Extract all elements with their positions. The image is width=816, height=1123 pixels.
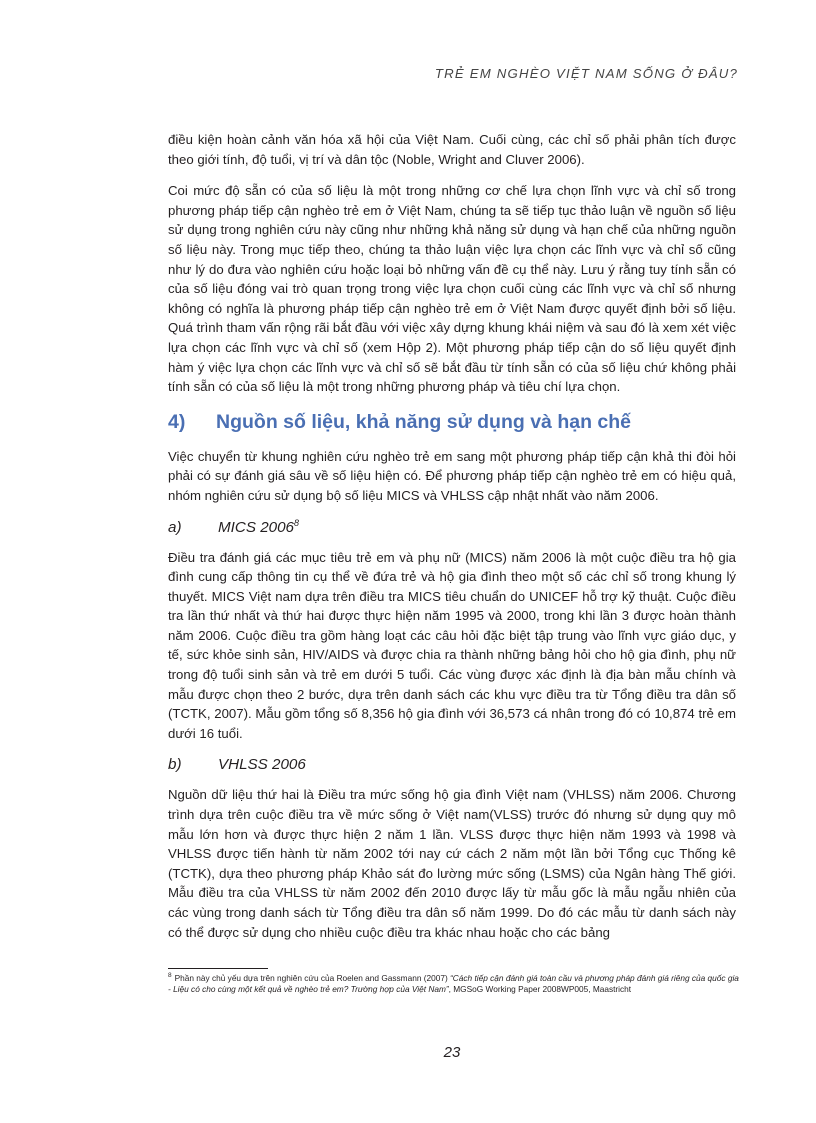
subsection-b-heading (168, 755, 736, 775)
subsection-a-heading (168, 518, 736, 538)
body-paragraph-1: điều kiện hoàn cảnh văn hóa xã hội của Việt Nam. Cuối cùng, các chỉ số phải phân tích được theo giới tính, độ tuổi, vị trí và dân tộc (Noble, Wright and Cluver 2006). (168, 132, 736, 167)
body-paragraph-4: Điều tra đánh giá các mục tiêu trẻ em và phụ nữ (MICS) năm 2006 là một cuộc điều tra hộ gia đình cung cấp thông tin cụ thể về đứa trẻ và hộ gia đình theo một số các chỉ số trong khung lý thuyết. MICS Việt nam dựa trên điều tra MICS tiêu chuẩn do UNICEF hỗ trợ kỹ thuật. Cuộc điều tra lần thứ nhất và thứ hai được thực hiện năm 1995 và 2000, trong khi lần 3 được hoàn thành năm 2006. Cuộc điều tra gồm hàng loạt các câu hỏi đặc biệt tập trung vào lĩnh vực giáo dục, y tế, sức khỏe sinh sản, HIV/AIDS và được chia ra thành những bảng hỏi cho hộ gia đình, phụ nữ trong độ tuổi sinh sản và trẻ em dưới 5 tuổi. Các vùng được xác định là địa bàn mẫu chính và mẫu được chọn theo 2 bước, dựa trên danh sách các khu vực điều tra từ Tổng điều tra dân số (TCTK, 2007). Mẫu gồm tổng số 8,356 hộ gia đình với 36,573 cá nhân trong đó có 10,874 trẻ em dưới 16 tuổi. (168, 549, 736, 741)
footnote-mark: 8 (168, 972, 172, 980)
footnote-8 (168, 973, 742, 996)
subsection-a-title: MICS 2006 (218, 518, 294, 536)
footnote-text-plain: Phần này chủ yếu dựa trên nghiên cứu của Roelen and Gassmann (2007) (174, 973, 451, 983)
footnote-text-italic: “Cách tiếp cận đánh giá toàn cầu và phương pháp đánh giá riêng của quốc gia - Liệu có cho cùng một kết quả về nghèo trẻ em? Trường hợp của Việt Nam” (168, 973, 739, 995)
page-body (168, 130, 736, 942)
body-paragraph-5: Nguồn dữ liệu thứ hai là Điều tra mức sống hộ gia đình Việt nam (VHLSS) năm 2006. Chương trình dựa trên cuộc điều tra về mức sống ở Việt nam(VLSS) trước đó nhưng sử dụng quy mô mẫu lớn hơn và được thực hiện 2 năm 1 lần. VLSS được thực hiện năm 1993 và 1998 và VHLSS được tiến hành từ năm 2002 tới nay cứ cách 2 năm một lần bởi Tổng cục Thống kê (TCTK), dựa theo phương pháp Khảo sát đo lường mức sống (LSMS) của Ngân hàng Thế giới. Mẫu điều tra của VHLSS từ năm 2002 đến 2010 được lấy từ mẫu gốc là mẫu ngẫu nhiên của các vùng trong danh sách từ Tổng điều tra dân số năm 1999. Do đó các mẫu từ danh sách này có thể được sử dụng cho nhiều cuộc điều tra khác nhau hoặc cho các bảng (168, 787, 736, 940)
footnote-reference-8: 8 (293, 517, 299, 528)
subsection-a-number: a) (168, 518, 182, 536)
section-4-heading (168, 409, 736, 435)
body-paragraph-2: Coi mức độ sẵn có của số liệu là một trong những cơ chế lựa chọn lĩnh vực và chỉ số trong phương pháp tiếp cận nghèo trẻ em ở Việt Nam, chúng ta sẽ tiếp tục thảo luận về nguồn số liệu sử dụng trong nghiên cứu này cũng như những khả năng sử dụng và hạn chế của những nguồn số liệu này. Trong mục tiếp theo, chúng ta thảo luận việc lựa chọn các lĩnh vực và chỉ số cũng như lý do đưa vào nghiên cứu hoặc loại bỏ những vấn đề cụ thể này. Lưu ý rằng tuy tính sẵn có của số liệu đóng vai trò quan trọng trong việc lựa chọn cuối cùng các lĩnh vực và chỉ số nhưng không có nghĩa là phương pháp tiếp cận nghèo trẻ em ở Việt Nam được quyết định bởi số liệu. Quá trình tham vấn rộng rãi bắt đầu với việc xây dựng khung khái niệm và sau đó là xem xét việc lựa chọn các lĩnh vực và chỉ số (xem Hộp 2). Một phương pháp tiếp cận do số liệu quyết định hàm ý việc lựa chọn các lĩnh vực và chỉ số sẽ bắt đầu từ tính sẵn có của số liệu chứ không phải tính sẵn có của số liệu là một trong những phương pháp và tiêu chí lựa chọn. (168, 183, 736, 395)
subsection-b-title: VHLSS 2006 (218, 756, 306, 774)
footnote-divider (168, 968, 268, 969)
footnote-text-tail: , MGSoG Working Paper 2008WP005, Maastricht (448, 984, 632, 995)
section-4-number: 4) (168, 410, 186, 433)
body-paragraph-3: Việc chuyển từ khung nghiên cứu nghèo trẻ em sang một phương pháp tiếp cận khả thi đòi hỏi phải có sự đánh giá sâu về số liệu hiện có. Để phương pháp tiếp cận nghèo trẻ em có hiệu quả, nhóm nghiên cứu sử dụng bộ số liệu MICS và VHLSS cập nhật nhất vào năm 2006. (168, 448, 736, 503)
section-4-title: Nguồn số liệu, khả năng sử dụng và hạn chế (216, 410, 632, 433)
running-header-title: TRẺ EM NGHÈO VIỆT NAM SỐNG Ở ĐÂU? (434, 66, 738, 81)
subsection-b-number: b) (168, 756, 182, 774)
page-number: 23 (443, 1044, 461, 1061)
